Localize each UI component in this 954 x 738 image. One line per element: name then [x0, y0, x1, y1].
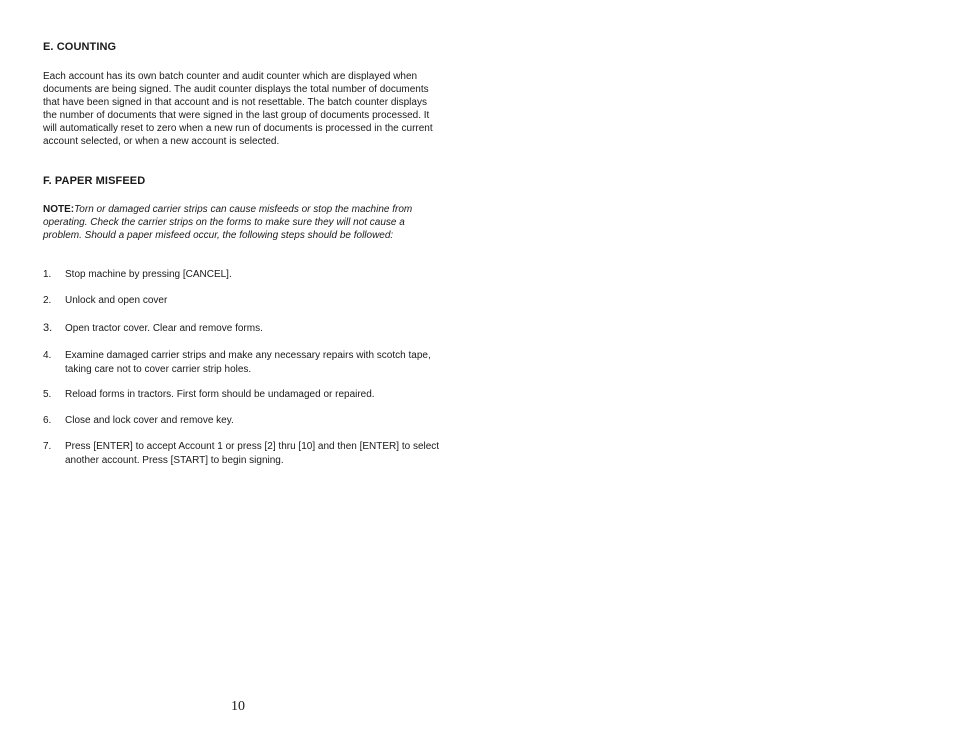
step-number: 4.: [43, 350, 52, 361]
step-text: Close and lock cover and remove key.: [65, 415, 234, 426]
step-text: Reload forms in tractors. First form should be undamaged or repaired.: [65, 389, 375, 400]
note-paragraph: [43, 203, 433, 242]
step-number: 6.: [43, 415, 52, 426]
step-item: [43, 414, 443, 428]
step-text: Stop machine by pressing [CANCEL].: [65, 269, 232, 280]
step-text: Open tractor cover. Clear and remove forms.: [65, 323, 263, 334]
step-item: [43, 388, 443, 402]
step-number: 2.: [43, 295, 52, 306]
section-heading-counting: E. COUNTING: [43, 41, 117, 53]
page-number: 10: [231, 699, 245, 714]
step-item: [43, 349, 443, 376]
step-item: [43, 294, 443, 308]
step-text: Unlock and open cover: [65, 295, 168, 306]
step-item: [43, 268, 443, 282]
step-number: 1.: [43, 269, 52, 280]
step-number: 5.: [43, 389, 52, 400]
step-text: Examine damaged carrier strips and make any necessary repairs with scotch tape, taking care not to cover carrier strip holes.: [65, 350, 431, 375]
step-item: [43, 440, 443, 467]
section-heading-paper-misfeed: F. PAPER MISFEED: [43, 175, 146, 187]
step-item: [43, 322, 443, 336]
note-label: NOTE:: [43, 204, 75, 215]
step-number: 3.: [43, 322, 53, 334]
step-number: 7.: [43, 441, 52, 452]
step-text: Press [ENTER] to accept Account 1 or press [2] thru [10] and then [ENTER] to select another account. Press [START] to begin signing.: [65, 441, 440, 466]
counting-paragraph: Each account has its own batch counter and audit counter which are displayed when documents are being signed. The audit counter displays the total number of documents that have been signed in that account and is not resettable. The batch counter displays the number of documents that were signed in the last group of documents processed. It will automatically reset to zero when a new run of documents is processed in the current account selected, or when a new account is selected.: [43, 71, 433, 148]
note-text: Torn or damaged carrier strips can cause misfeeds or stop the machine from operating. Check the carrier strips on the forms to make sure they will not cause a problem. Should a paper misfeed occur, the following steps should be followed:: [43, 204, 413, 242]
